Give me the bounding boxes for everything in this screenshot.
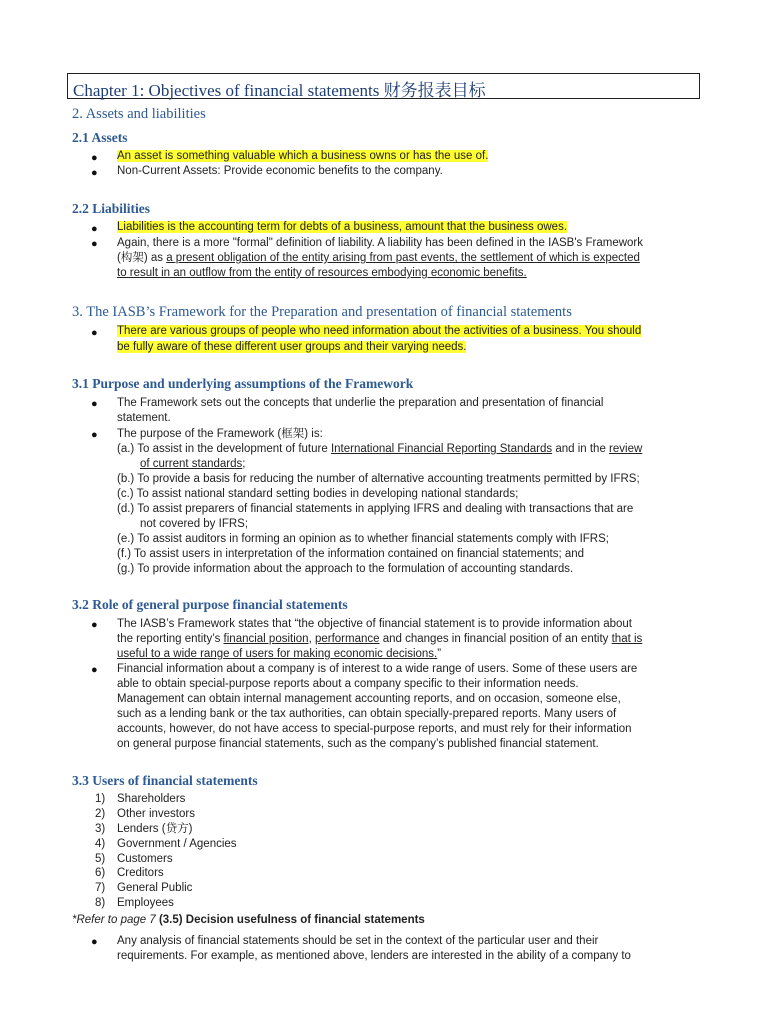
purpose-item-a-line-2: of current standards; bbox=[140, 458, 246, 470]
list-item-number: 3) bbox=[95, 823, 106, 835]
liabilities-bullet-1: Liabilities is the accounting term for debts of a business, amount that the business owes. bbox=[117, 221, 568, 233]
chapter-title: Chapter 1: Objectives of financial statements 财务报表目标 bbox=[67, 73, 700, 99]
bullet-icon: ● bbox=[91, 238, 98, 250]
bullet-icon: ● bbox=[91, 619, 98, 631]
purpose-item-f: (f.) To assist users in interpretation of the information contained on financial statements; and bbox=[117, 548, 585, 560]
section-3-bullet-line-1: There are various groups of people who need information about the activities of a business. You should bbox=[117, 325, 642, 337]
list-item-number: 1) bbox=[95, 793, 106, 805]
analysis-bullet-line-2: requirements. For example, as mentioned above, lenders are interested in the ability of a company to bbox=[117, 950, 631, 962]
purpose-item-c: (c.) To assist national standard setting bodies in developing national standards; bbox=[117, 488, 519, 500]
role-bullet-2-line-5: accounts, however, do not have access to special-purpose reports, and must rely for their information bbox=[117, 723, 632, 735]
role-bullet-2-line-2: able to obtain special-purpose reports about a company specific to their information needs. bbox=[117, 678, 579, 690]
section-3-bullet-line-2: be fully aware of these different user groups and their varying needs. bbox=[117, 341, 467, 353]
role-bullet-2-line-3: Management can obtain internal management accounting reports, and on occasion, someone else, bbox=[117, 693, 621, 705]
purpose-item-a-line-1: (a.) To assist in the development of future International Financial Reporting Standards and in the review bbox=[117, 443, 643, 455]
list-item-number: 8) bbox=[95, 897, 106, 909]
purpose-item-b: (b.) To provide a basis for reducing the number of alternative accounting treatments permitted by IFRS; bbox=[117, 473, 640, 485]
bullet-icon: ● bbox=[91, 327, 98, 339]
purpose-item-d-line-1: (d.) To assist preparers of financial statements in applying IFRS and dealing with transactions that are bbox=[117, 503, 634, 515]
liabilities-bullet-2-line-1: Again, there is a more "formal" definition of liability. A liability has been defined in the IASB's Framework bbox=[117, 237, 643, 249]
framework-bullet-2: The purpose of the Framework (框架) is: bbox=[117, 428, 323, 440]
purpose-item-g: (g.) To provide information about the approach to the formulation of accounting standards. bbox=[117, 563, 574, 575]
list-item: Government / Agencies bbox=[117, 838, 237, 850]
framework-bullet-1-line-2: statement. bbox=[117, 412, 171, 424]
list-item-number: 2) bbox=[95, 808, 106, 820]
role-bullet-2-line-1: Financial information about a company is of interest to a wide range of users. Some of these users are bbox=[117, 663, 638, 675]
bullet-icon: ● bbox=[91, 152, 98, 164]
analysis-bullet-line-1: Any analysis of financial statements should be set in the context of the particular user and their bbox=[117, 935, 599, 947]
assets-bullet-1: An asset is something valuable which a business owns or has the use of. bbox=[117, 150, 489, 162]
bullet-icon: ● bbox=[91, 223, 98, 235]
list-item: Lenders (贷方) bbox=[117, 823, 193, 835]
role-bullet-1-line-2: the reporting entity’s financial position, performance and changes in financial position of an entity that is bbox=[117, 633, 643, 645]
list-item: Customers bbox=[117, 853, 173, 865]
list-item-number: 6) bbox=[95, 867, 106, 879]
section-3-3-heading: 3.3 Users of financial statements bbox=[72, 773, 258, 788]
section-3-2-heading: 3.2 Role of general purpose financial statements bbox=[72, 597, 348, 612]
refer-note: *Refer to page 7 (3.5) Decision usefulness of financial statements bbox=[72, 914, 425, 926]
section-2-1-heading: 2.1 Assets bbox=[72, 130, 128, 145]
list-item: Shareholders bbox=[117, 793, 186, 805]
bullet-icon: ● bbox=[91, 429, 98, 441]
list-item-number: 4) bbox=[95, 838, 106, 850]
bullet-icon: ● bbox=[91, 936, 98, 948]
bullet-icon: ● bbox=[91, 167, 98, 179]
assets-bullet-2: Non-Current Assets: Provide economic benefits to the company. bbox=[117, 165, 443, 177]
framework-bullet-1-line-1: The Framework sets out the concepts that underlie the preparation and presentation of financial bbox=[117, 397, 604, 409]
role-bullet-2-line-6: on general purpose financial statements, such as the company’s published financial statement. bbox=[117, 738, 599, 750]
list-item: Employees bbox=[117, 897, 174, 909]
role-bullet-1-line-1: The IASB’s Framework states that “the objective of financial statement is to provide information about bbox=[117, 618, 632, 630]
list-item: General Public bbox=[117, 882, 193, 894]
list-item-number: 7) bbox=[95, 882, 106, 894]
liabilities-bullet-2-line-2: (构架) as a present obligation of the entity arising from past events, the settlement of which is expected bbox=[117, 252, 640, 264]
section-3-heading: 3. The IASB’s Framework for the Preparation and presentation of financial statements bbox=[72, 304, 572, 320]
list-item: Other investors bbox=[117, 808, 195, 820]
bullet-icon: ● bbox=[91, 398, 98, 410]
role-bullet-2-line-4: such as a lending bank or the tax authorities, can obtain specially-prepared reports. Many users of bbox=[117, 708, 617, 720]
section-3-1-heading: 3.1 Purpose and underlying assumptions of the Framework bbox=[72, 376, 414, 391]
purpose-item-d-line-2: not covered by IFRS; bbox=[140, 518, 249, 530]
purpose-item-e: (e.) To assist auditors in forming an opinion as to whether financial statements comply with IFRS; bbox=[117, 533, 609, 545]
list-item-number: 5) bbox=[95, 853, 106, 865]
list-item: Creditors bbox=[117, 867, 164, 879]
liabilities-bullet-2-line-3: to result in an outflow from the entity of resources embodying economic benefits. bbox=[117, 267, 527, 279]
section-2-heading: 2. Assets and liabilities bbox=[72, 106, 206, 122]
role-bullet-1-line-3: useful to a wide range of users for making economic decisions.” bbox=[117, 648, 442, 660]
section-2-2-heading: 2.2 Liabilities bbox=[72, 201, 151, 216]
bullet-icon: ● bbox=[91, 664, 98, 676]
